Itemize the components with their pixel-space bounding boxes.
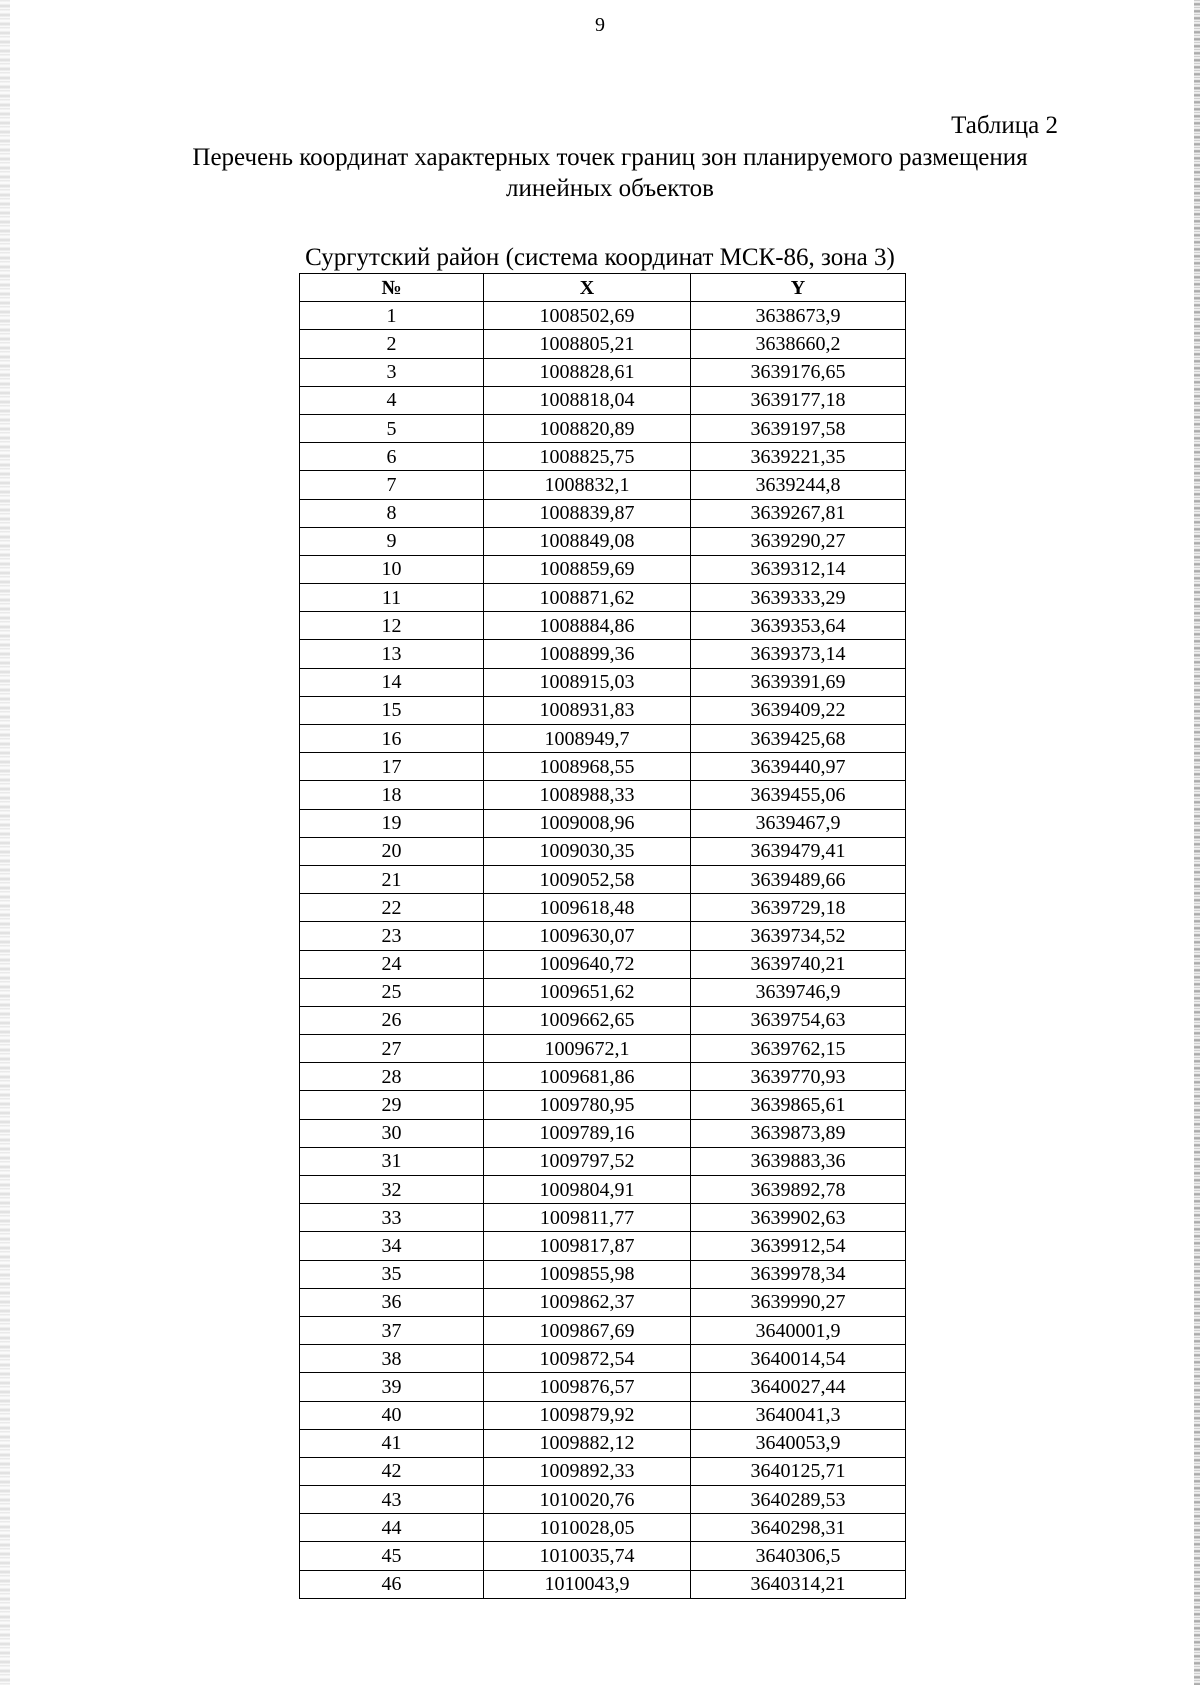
cell-y: 3639892,78 xyxy=(691,1176,906,1204)
cell-x: 1008968,55 xyxy=(484,753,691,781)
table-row xyxy=(300,584,906,612)
cell-x: 1009811,77 xyxy=(484,1204,691,1232)
table-row xyxy=(300,865,906,893)
cell-x: 1008502,69 xyxy=(484,302,691,330)
table-row xyxy=(300,1260,906,1288)
cell-y: 3640289,53 xyxy=(691,1486,906,1514)
cell-x: 1009892,33 xyxy=(484,1457,691,1485)
table-row xyxy=(300,1429,906,1457)
cell-x: 1009882,12 xyxy=(484,1429,691,1457)
table-row xyxy=(300,1316,906,1344)
table-row xyxy=(300,302,906,330)
cell-x: 1010035,74 xyxy=(484,1542,691,1570)
cell-y: 3639865,61 xyxy=(691,1091,906,1119)
cell-x: 1010028,05 xyxy=(484,1514,691,1542)
cell-y: 3638673,9 xyxy=(691,302,906,330)
cell-number: 46 xyxy=(300,1570,484,1598)
coordinates-table xyxy=(299,273,906,1599)
cell-number: 1 xyxy=(300,302,484,330)
cell-number: 14 xyxy=(300,668,484,696)
table-row xyxy=(300,1176,906,1204)
table-row xyxy=(300,696,906,724)
cell-y: 3638660,2 xyxy=(691,330,906,358)
table-row xyxy=(300,443,906,471)
cell-y: 3640314,21 xyxy=(691,1570,906,1598)
cell-y: 3639489,66 xyxy=(691,865,906,893)
table-row xyxy=(300,612,906,640)
cell-y: 3639467,9 xyxy=(691,809,906,837)
cell-number: 28 xyxy=(300,1063,484,1091)
cell-x: 1008818,04 xyxy=(484,386,691,414)
table-row xyxy=(300,781,906,809)
cell-x: 1008832,1 xyxy=(484,471,691,499)
cell-x: 1008820,89 xyxy=(484,414,691,442)
header-y: Y xyxy=(691,274,906,302)
cell-number: 43 xyxy=(300,1486,484,1514)
cell-y: 3639312,14 xyxy=(691,555,906,583)
cell-number: 39 xyxy=(300,1373,484,1401)
cell-number: 3 xyxy=(300,358,484,386)
cell-x: 1009662,65 xyxy=(484,1006,691,1034)
cell-x: 1009780,95 xyxy=(484,1091,691,1119)
table-label: Таблица 2 xyxy=(951,112,1058,139)
cell-y: 3639197,58 xyxy=(691,414,906,442)
cell-x: 1009672,1 xyxy=(484,1035,691,1063)
cell-number: 42 xyxy=(300,1457,484,1485)
cell-number: 35 xyxy=(300,1260,484,1288)
cell-y: 3640125,71 xyxy=(691,1457,906,1485)
table-row xyxy=(300,386,906,414)
table-row xyxy=(300,1542,906,1570)
cell-y: 3639391,69 xyxy=(691,668,906,696)
cell-x: 1008839,87 xyxy=(484,499,691,527)
cell-x: 1010043,9 xyxy=(484,1570,691,1598)
table-row xyxy=(300,1373,906,1401)
table-row xyxy=(300,1091,906,1119)
table-row xyxy=(300,950,906,978)
cell-y: 3639873,89 xyxy=(691,1119,906,1147)
cell-y: 3639990,27 xyxy=(691,1288,906,1316)
table-row xyxy=(300,922,906,950)
table-row xyxy=(300,471,906,499)
cell-number: 4 xyxy=(300,386,484,414)
cell-x: 1009618,48 xyxy=(484,894,691,922)
cell-x: 1009876,57 xyxy=(484,1373,691,1401)
cell-x: 1008825,75 xyxy=(484,443,691,471)
cell-x: 1009630,07 xyxy=(484,922,691,950)
cell-number: 22 xyxy=(300,894,484,922)
cell-x: 1009030,35 xyxy=(484,837,691,865)
cell-y: 3639353,64 xyxy=(691,612,906,640)
cell-y: 3639729,18 xyxy=(691,894,906,922)
scan-edge-left xyxy=(0,0,10,1685)
cell-number: 30 xyxy=(300,1119,484,1147)
cell-number: 10 xyxy=(300,555,484,583)
cell-x: 1009817,87 xyxy=(484,1232,691,1260)
table-row xyxy=(300,1119,906,1147)
cell-number: 41 xyxy=(300,1429,484,1457)
cell-number: 12 xyxy=(300,612,484,640)
cell-x: 1009640,72 xyxy=(484,950,691,978)
cell-y: 3639425,68 xyxy=(691,725,906,753)
table-row xyxy=(300,1006,906,1034)
cell-y: 3639440,97 xyxy=(691,753,906,781)
cell-x: 1008931,83 xyxy=(484,696,691,724)
table-row xyxy=(300,1288,906,1316)
table-row xyxy=(300,809,906,837)
cell-x: 1009681,86 xyxy=(484,1063,691,1091)
cell-y: 3639455,06 xyxy=(691,781,906,809)
cell-number: 8 xyxy=(300,499,484,527)
cell-number: 6 xyxy=(300,443,484,471)
cell-y: 3639978,34 xyxy=(691,1260,906,1288)
cell-x: 1009855,98 xyxy=(484,1260,691,1288)
cell-number: 13 xyxy=(300,640,484,668)
cell-x: 1008849,08 xyxy=(484,527,691,555)
cell-y: 3640014,54 xyxy=(691,1345,906,1373)
table-row xyxy=(300,1514,906,1542)
cell-y: 3639177,18 xyxy=(691,386,906,414)
cell-number: 24 xyxy=(300,950,484,978)
cell-x: 1008805,21 xyxy=(484,330,691,358)
table-row xyxy=(300,894,906,922)
header-x: X xyxy=(484,274,691,302)
table-row xyxy=(300,1147,906,1175)
table-row xyxy=(300,1232,906,1260)
cell-number: 23 xyxy=(300,922,484,950)
cell-number: 5 xyxy=(300,414,484,442)
cell-y: 3639762,15 xyxy=(691,1035,906,1063)
cell-y: 3639176,65 xyxy=(691,358,906,386)
cell-number: 15 xyxy=(300,696,484,724)
table-row xyxy=(300,555,906,583)
cell-y: 3639734,52 xyxy=(691,922,906,950)
cell-number: 34 xyxy=(300,1232,484,1260)
cell-x: 1010020,76 xyxy=(484,1486,691,1514)
cell-number: 44 xyxy=(300,1514,484,1542)
cell-y: 3639267,81 xyxy=(691,499,906,527)
cell-y: 3639479,41 xyxy=(691,837,906,865)
table-row xyxy=(300,1486,906,1514)
cell-y: 3639333,29 xyxy=(691,584,906,612)
cell-x: 1009879,92 xyxy=(484,1401,691,1429)
cell-x: 1009008,96 xyxy=(484,809,691,837)
cell-number: 17 xyxy=(300,753,484,781)
cell-number: 11 xyxy=(300,584,484,612)
cell-number: 27 xyxy=(300,1035,484,1063)
cell-number: 26 xyxy=(300,1006,484,1034)
cell-number: 37 xyxy=(300,1316,484,1344)
cell-x: 1009789,16 xyxy=(484,1119,691,1147)
cell-x: 1008988,33 xyxy=(484,781,691,809)
cell-x: 1009867,69 xyxy=(484,1316,691,1344)
cell-x: 1008828,61 xyxy=(484,358,691,386)
cell-number: 18 xyxy=(300,781,484,809)
cell-x: 1009052,58 xyxy=(484,865,691,893)
table-row xyxy=(300,414,906,442)
cell-x: 1008884,86 xyxy=(484,612,691,640)
cell-y: 3640053,9 xyxy=(691,1429,906,1457)
scan-edge-right xyxy=(1194,0,1200,1685)
cell-y: 3639754,63 xyxy=(691,1006,906,1034)
cell-number: 45 xyxy=(300,1542,484,1570)
cell-y: 3639221,35 xyxy=(691,443,906,471)
cell-y: 3639746,9 xyxy=(691,978,906,1006)
table-row xyxy=(300,725,906,753)
cell-number: 38 xyxy=(300,1345,484,1373)
cell-number: 16 xyxy=(300,725,484,753)
table-row xyxy=(300,527,906,555)
cell-x: 1008949,7 xyxy=(484,725,691,753)
cell-y: 3639883,36 xyxy=(691,1147,906,1175)
table-row xyxy=(300,1345,906,1373)
table-row xyxy=(300,499,906,527)
cell-x: 1009872,54 xyxy=(484,1345,691,1373)
table-row xyxy=(300,1570,906,1598)
cell-y: 3640298,31 xyxy=(691,1514,906,1542)
cell-y: 3640001,9 xyxy=(691,1316,906,1344)
cell-number: 33 xyxy=(300,1204,484,1232)
cell-number: 36 xyxy=(300,1288,484,1316)
table-body xyxy=(300,302,906,1599)
cell-y: 3639373,14 xyxy=(691,640,906,668)
cell-number: 19 xyxy=(300,809,484,837)
cell-x: 1009804,91 xyxy=(484,1176,691,1204)
cell-y: 3639409,22 xyxy=(691,696,906,724)
table-row xyxy=(300,640,906,668)
cell-x: 1008915,03 xyxy=(484,668,691,696)
table-caption: Сургутский район (система координат МСК-86, зона 3) xyxy=(305,244,895,271)
cell-number: 2 xyxy=(300,330,484,358)
cell-y: 3639770,93 xyxy=(691,1063,906,1091)
cell-x: 1008871,62 xyxy=(484,584,691,612)
cell-number: 9 xyxy=(300,527,484,555)
cell-x: 1008859,69 xyxy=(484,555,691,583)
cell-y: 3640027,44 xyxy=(691,1373,906,1401)
cell-number: 25 xyxy=(300,978,484,1006)
table-row xyxy=(300,1204,906,1232)
header-number: № xyxy=(300,274,484,302)
table-header-row xyxy=(300,274,906,302)
cell-y: 3640041,3 xyxy=(691,1401,906,1429)
table-row xyxy=(300,978,906,1006)
document-title: Перечень координат характерных точек границ зон планируемого размещения линейных объектов xyxy=(192,144,1028,202)
cell-y: 3639290,27 xyxy=(691,527,906,555)
table-row xyxy=(300,1457,906,1485)
table-row xyxy=(300,1035,906,1063)
cell-x: 1009862,37 xyxy=(484,1288,691,1316)
cell-x: 1008899,36 xyxy=(484,640,691,668)
table-row xyxy=(300,330,906,358)
table-row xyxy=(300,358,906,386)
cell-x: 1009651,62 xyxy=(484,978,691,1006)
cell-number: 32 xyxy=(300,1176,484,1204)
cell-number: 20 xyxy=(300,837,484,865)
cell-number: 31 xyxy=(300,1147,484,1175)
table-row xyxy=(300,668,906,696)
table-row xyxy=(300,753,906,781)
cell-y: 3639740,21 xyxy=(691,950,906,978)
cell-y: 3640306,5 xyxy=(691,1542,906,1570)
cell-y: 3639902,63 xyxy=(691,1204,906,1232)
page-number: 9 xyxy=(595,14,605,36)
cell-x: 1009797,52 xyxy=(484,1147,691,1175)
table-row xyxy=(300,837,906,865)
cell-number: 21 xyxy=(300,865,484,893)
cell-y: 3639244,8 xyxy=(691,471,906,499)
cell-y: 3639912,54 xyxy=(691,1232,906,1260)
table-row xyxy=(300,1063,906,1091)
cell-number: 40 xyxy=(300,1401,484,1429)
table-row xyxy=(300,1401,906,1429)
cell-number: 7 xyxy=(300,471,484,499)
cell-number: 29 xyxy=(300,1091,484,1119)
